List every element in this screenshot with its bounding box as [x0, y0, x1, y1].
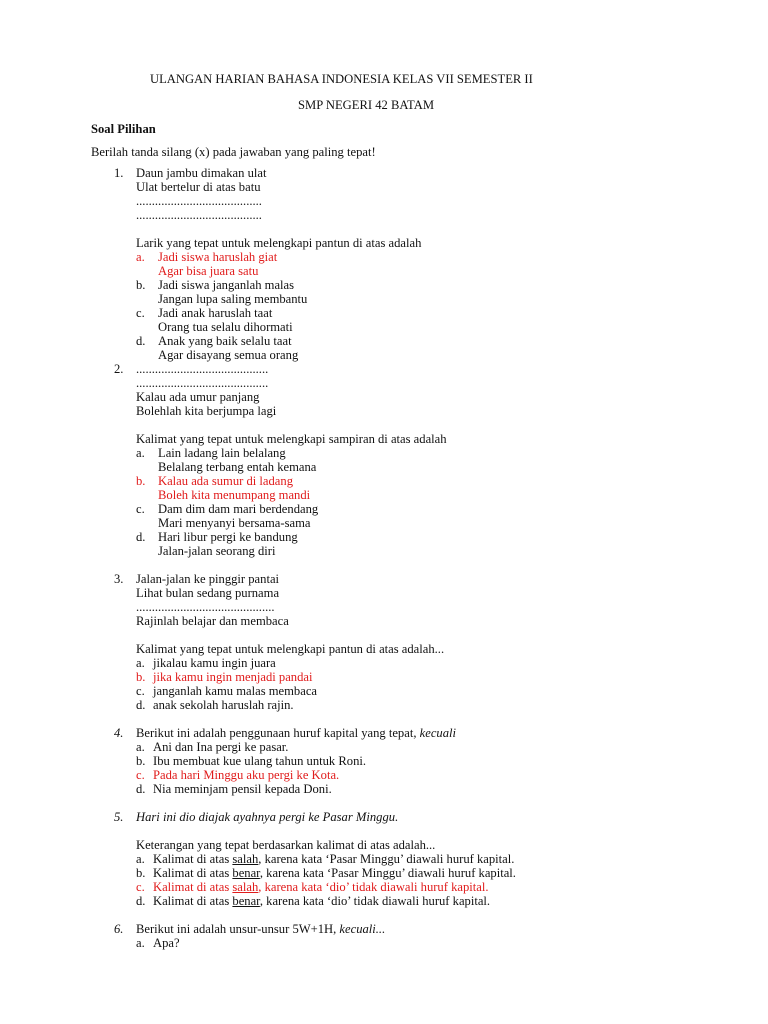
q4-prompt-text: Berikut ini adalah penggunaan huruf kapital yang tepat,: [136, 726, 417, 740]
option-text: Jadi siswa janganlah malas: [158, 278, 295, 292]
option-letter: c.: [136, 768, 145, 782]
option-letter: b.: [136, 670, 146, 684]
option-letter: a.: [136, 852, 145, 866]
q4-prompt-emphasis: kecuali: [419, 726, 457, 740]
option-text: jika kamu ingin menjadi pandai: [153, 670, 313, 684]
option-letter: c.: [136, 880, 145, 894]
q2-line: Kalau ada umur panjang: [136, 390, 260, 404]
option-text: Jadi siswa haruslah giat: [158, 250, 278, 264]
option-letter: a.: [136, 740, 145, 754]
q4-prompt: [136, 726, 456, 740]
option-letter: b.: [136, 474, 146, 488]
option-keyword: benar: [232, 894, 260, 908]
option-text: jikalau kamu ingin juara: [153, 656, 276, 670]
option-text-post: , karena kata ‘Pasar Minggu’ diawali huruf kapital.: [258, 852, 515, 866]
q2-blank: ..........................................: [136, 376, 269, 390]
q3-blank: ............................................: [136, 600, 275, 614]
q6-prompt-text: Berikut ini adalah unsur-unsur 5W+1H,: [136, 922, 337, 936]
option-text-pre: Kalimat di atas: [153, 866, 233, 880]
q1-blank: ........................................: [136, 194, 262, 208]
document-title: ULANGAN HARIAN BAHASA INDONESIA KELAS VII SEMESTER II: [150, 72, 533, 86]
option-text: [153, 880, 489, 894]
option-letter: d.: [136, 334, 146, 348]
option-text: Nia meminjam pensil kepada Doni.: [153, 782, 332, 796]
option-text: Jadi anak haruslah taat: [158, 306, 273, 320]
q4-number: 4.: [114, 726, 124, 740]
option-text: Apa?: [153, 936, 180, 950]
option-text-post: , karena kata ‘dio’ tidak diawali huruf kapital.: [259, 894, 491, 908]
option-text-post: , karena kata ‘Pasar Minggu’ diawali huruf kapital.: [259, 866, 516, 880]
option-text: Agar disayang semua orang: [158, 348, 299, 362]
option-text: Ani dan Ina pergi ke pasar.: [153, 740, 289, 754]
option-text: Dam dim dam mari berdendang: [158, 502, 319, 516]
option-letter: b.: [136, 866, 146, 880]
q6-prompt: [136, 922, 385, 936]
option-text: Lain ladang lain belalang: [158, 446, 286, 460]
q1-line: Ulat bertelur di atas batu: [136, 180, 261, 194]
school-name: SMP NEGERI 42 BATAM: [298, 98, 435, 112]
option-letter: c.: [136, 306, 145, 320]
q3-number: 3.: [114, 572, 124, 586]
q2-prompt: Kalimat yang tepat untuk melengkapi sampiran di atas adalah: [136, 432, 447, 446]
q1-line: Daun jambu dimakan ulat: [136, 166, 267, 180]
q3-line: Jalan-jalan ke pinggir pantai: [136, 572, 280, 586]
q6-prompt-emphasis: kecuali...: [339, 922, 386, 936]
option-letter: b.: [136, 754, 146, 768]
q1-prompt: Larik yang tepat untuk melengkapi pantun di atas adalah: [136, 236, 422, 250]
option-letter: a.: [136, 936, 145, 950]
option-text-pre: Kalimat di atas: [153, 852, 233, 866]
instruction: Berilah tanda silang (x) pada jawaban yang paling tepat!: [91, 145, 376, 159]
option-text: Jalan-jalan seorang diri: [158, 544, 276, 558]
option-text: Boleh kita menumpang mandi: [158, 488, 311, 502]
q2-blank: ..........................................: [136, 362, 269, 376]
q5-number: 5.: [114, 810, 124, 824]
q2-number: 2.: [114, 362, 124, 376]
q5-sentence: Hari ini dio diajak ayahnya pergi ke Pasar Minggu.: [136, 810, 399, 824]
option-text: Kalau ada sumur di ladang: [158, 474, 293, 488]
option-letter: a.: [136, 446, 145, 460]
option-letter: d.: [136, 530, 146, 544]
option-letter: d.: [136, 782, 146, 796]
option-letter: c.: [136, 502, 145, 516]
option-letter: d.: [136, 698, 146, 712]
option-letter: b.: [136, 278, 146, 292]
option-text: Belalang terbang entah kemana: [158, 460, 317, 474]
option-keyword: salah: [232, 852, 259, 866]
q3-prompt: Kalimat yang tepat untuk melengkapi pantun di atas adalah...: [136, 642, 445, 656]
option-letter: d.: [136, 894, 146, 908]
option-text: Jangan lupa saling membantu: [158, 292, 308, 306]
option-text: Anak yang baik selalu taat: [158, 334, 292, 348]
option-text: [153, 894, 490, 908]
option-text: Hari libur pergi ke bandung: [158, 530, 298, 544]
option-keyword: benar: [232, 866, 260, 880]
q6-number: 6.: [114, 922, 124, 936]
q3-line: Lihat bulan sedang purnama: [136, 586, 280, 600]
q2-line: Bolehlah kita berjumpa lagi: [136, 404, 277, 418]
q5-prompt: Keterangan yang tepat berdasarkan kalimat di atas adalah...: [136, 838, 436, 852]
option-text: Agar bisa juara satu: [158, 264, 259, 278]
option-text-pre: Kalimat di atas: [153, 894, 233, 908]
option-text: Mari menyanyi bersama-sama: [158, 516, 311, 530]
option-text: Orang tua selalu dihormati: [158, 320, 293, 334]
option-text: janganlah kamu malas membaca: [153, 684, 318, 698]
q3-line: Rajinlah belajar dan membaca: [136, 614, 289, 628]
option-text: [153, 866, 516, 880]
option-letter: a.: [136, 656, 145, 670]
q1-blank: ........................................: [136, 208, 262, 222]
option-text: Pada hari Minggu aku pergi ke Kota.: [153, 768, 340, 782]
option-letter: a.: [136, 250, 145, 264]
option-keyword: salah: [232, 880, 259, 894]
option-text-pre: Kalimat di atas: [153, 880, 233, 894]
option-text: Ibu membuat kue ulang tahun untuk Roni.: [153, 754, 367, 768]
section-title: Soal Pilihan: [91, 122, 156, 136]
q1-number: 1.: [114, 166, 124, 180]
option-text: anak sekolah haruslah rajin.: [153, 698, 294, 712]
option-text: [153, 852, 514, 866]
option-text-post: , karena kata ‘dio’ tidak diawali huruf kapital.: [258, 880, 489, 894]
option-letter: c.: [136, 684, 145, 698]
